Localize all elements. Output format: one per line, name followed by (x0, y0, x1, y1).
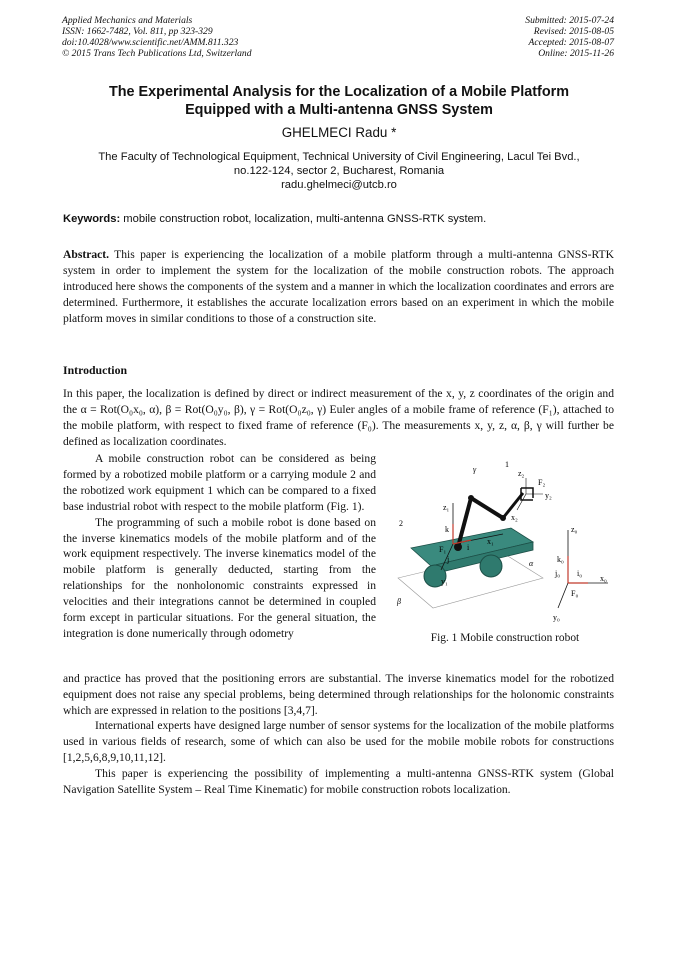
intro-paragraph-2 (63, 451, 376, 642)
label-z1: z₁ (443, 503, 450, 512)
label-alpha: α (529, 559, 534, 568)
keywords-label: Keywords: (63, 213, 121, 225)
label-beta: β (397, 597, 401, 606)
affiliation (60, 150, 618, 193)
title-line-2: Equipped with a Multi-antenna GNSS System (185, 102, 493, 118)
revised-date: Revised: 2015-08-05 (533, 26, 614, 37)
doi: doi:10.4028/www.scientific.net/AMM.811.323 (62, 37, 239, 48)
issn: ISSN: 1662-7482, Vol. 811, pp 323-329 (62, 26, 213, 37)
abstract-label: Abstract. (63, 248, 110, 261)
title-line-1: The Experimental Analysis for the Localization of a Mobile Platform (108, 84, 570, 100)
submitted-date: Submitted: 2015-07-24 (525, 15, 614, 26)
label-k0: k₀ (557, 555, 564, 564)
intro-paragraph-2b: The programming of such a mobile robot is done based on the inverse kinematics models of the mobile platform and of the work equipment respectively. The inverse kinematics model of the mobile platform is generally deducted, starting from the relationships for the nonholonomic constraints expressed in velocities and their integrations cannot be determined in coupled form except in particular situations. For the general situation, the integration is done numerically through odometry (63, 515, 376, 640)
label-i: i (467, 543, 470, 552)
online-date: Online: 2015-11-26 (538, 48, 614, 59)
label-F0: F₀ (571, 589, 579, 598)
label-x2: x₂ (511, 513, 518, 522)
arm-link-2 (471, 498, 503, 518)
intro-paragraph-3: and practice has proved that the positioning errors are substantial. The inverse kinematics model for the robotized equipment does not raise any special problems, being determined through relationships for the holonomic constraints which are expressed in relation to the positions [3,4,7]. (63, 672, 614, 717)
intro-paragraph-4: International experts have designed large number of sensor systems for the localization of the mobile platforms used in various fields of research, some of which can also be used for the mobile mobile robots for constructions [1,2,5,6,8,9,10,11,12]. (63, 719, 614, 764)
label-z2: z₂ (518, 469, 525, 478)
wheel-rear (480, 555, 502, 577)
label-y2: y₂ (545, 491, 552, 500)
affiliation-line-1: The Faculty of Technological Equipment, Technical University of Civil Engineering, Lacul Tei Bvd., (98, 151, 580, 163)
keywords-text: mobile construction robot, localization, multi-antenna GNSS-RTK system. (120, 213, 487, 225)
label-gamma: γ (473, 465, 477, 474)
figure-mobile-robot (393, 458, 615, 628)
label-2: 2 (399, 519, 403, 528)
header-left (62, 15, 252, 59)
introduction-heading: Introduction (63, 363, 128, 377)
label-y0: y₀ (553, 613, 560, 622)
intro-paragraph-2a: A mobile construction robot can be considered as being formed by a robotized mobile platform or a carrying module 2 and the robotized work equipment 1 which can be compared to a fixed base industrial robot with respect to the mobile platform (Fig. 1). (63, 452, 376, 513)
affiliation-line-2: no.122-124, sector 2, Bucharest, Romania (233, 165, 445, 178)
author-name: GHELMECI Radu * (281, 125, 397, 140)
label-k: k (445, 525, 449, 534)
label-x1: x₁ (487, 537, 494, 546)
abstract-text: This paper is experiencing the localization of a mobile platform through a multi-antenna GNSS-RTK system in order to implement the system for the localization of the mobile construction robots. The approach introduced here shows the components of the system and a manner in which the localization coordinates and errors are determined. Furthermore, it establishes the accurate localization errors based on an experiment in which the mobile platform moves in similar conditions to those of a construction site. (63, 248, 614, 325)
label-j0: j₀ (555, 569, 561, 578)
header-right (525, 15, 614, 59)
label-j: j (447, 555, 450, 564)
intro-paragraph-5: This paper is experiencing the possibility of implementing a multi-antenna GNSS-RTK system (Global Navigation Satellite System – Real Time Kinematic) for mobile construction robots localization. (63, 767, 614, 796)
keywords (63, 213, 619, 225)
intro-paragraph-1: In this paper, the localization is defined by direct or indirect measurement of the x, y, z coordinates of the origin and the α = Rot(O₀x₀, α), β = Rot(O₀y₀, β), γ = Rot(O₀z₀, γ) Euler angles of a mobile frame of reference (F₁), attached to the mobile platform, with respect to fixed frame of reference (F₀). The measurements x, y, z, α, β, γ will further be defined as localization coordinates. (63, 387, 614, 448)
copyright: © 2015 Trans Tech Publications Ltd, Switzerland (62, 48, 252, 59)
label-F1: F₁ (439, 545, 447, 554)
label-1: 1 (505, 460, 509, 469)
figure-caption: Fig. 1 Mobile construction robot (430, 632, 580, 644)
label-y1: y₁ (441, 577, 448, 586)
paper-title (60, 83, 618, 119)
label-z0: z₀ (571, 525, 578, 534)
label-F2: F₂ (538, 478, 546, 487)
arm-joint-base (454, 543, 462, 551)
abstract (63, 247, 614, 327)
arm-joint-1 (468, 495, 474, 501)
journal-name: Applied Mechanics and Materials (62, 15, 193, 26)
label-i0: i₀ (577, 569, 583, 578)
accepted-date: Accepted: 2015-08-07 (528, 37, 614, 48)
author-email: radu.ghelmeci@utcb.ro (281, 179, 397, 192)
arm-joint-2 (500, 515, 506, 521)
label-x0: x₀ (600, 574, 607, 583)
axis-y0 (558, 583, 568, 608)
